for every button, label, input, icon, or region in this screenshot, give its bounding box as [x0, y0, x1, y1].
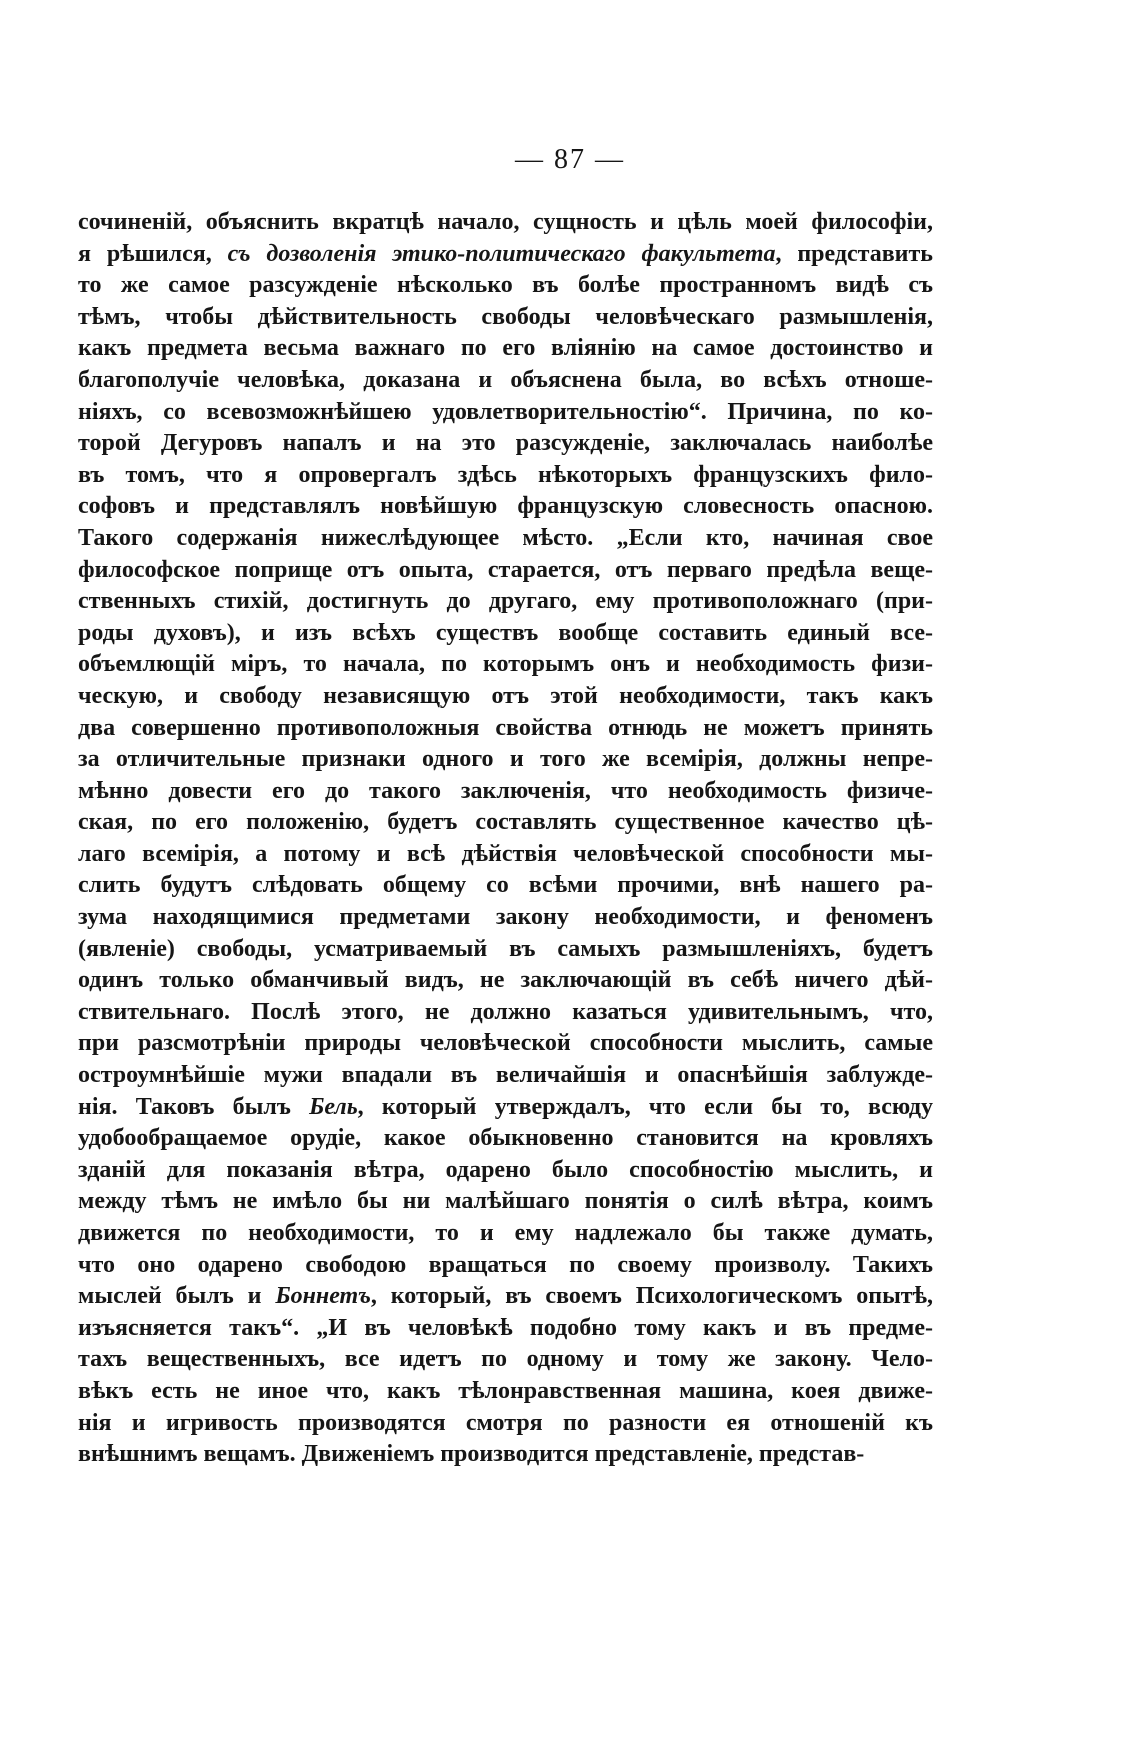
text-segment: философское поприще отъ опыта, старается, отъ перваго предѣла веще- [78, 556, 933, 583]
text-line [78, 207, 933, 239]
text-line [78, 1218, 933, 1250]
text-segment: тѣмъ, чтобы дѣйствительность свободы человѣческаго размышленія, [78, 303, 933, 330]
text-segment: между тѣмъ не имѣло бы ни малѣйшаго понятія о силѣ вѣтра, коимъ [78, 1188, 933, 1215]
text-line [78, 1313, 933, 1345]
text-line [78, 491, 933, 523]
text-segment: софовъ и представлялъ новѣйшую французскую словесность опасною. [78, 493, 933, 520]
text-segment: ская, по его положенію, будетъ составлять существенное качество цѣ- [78, 809, 933, 836]
text-segment: мѣнно довести его до такого заключенія, что необходимость физиче- [78, 777, 933, 804]
text-line [78, 1155, 933, 1187]
text-segment: я рѣшился, [78, 240, 228, 267]
text-segment: движется по необходимости, то и ему надлежало бы также думать, [78, 1220, 933, 1246]
text-segment: зданій для показанія вѣтра, одарено было способностію мыслить, и [78, 1156, 933, 1183]
text-segment: внѣшнимъ вещамъ. Движеніемъ производится представленіе, представ- [78, 1441, 865, 1468]
text-segment: (явленіе) свободы, усматриваемый въ самыхъ размышленіяхъ, будетъ [78, 935, 933, 962]
text-line [78, 239, 933, 271]
text-line [78, 713, 933, 745]
text-segment: нія и игривость производятся смотря по разности ея отношеній къ [78, 1409, 933, 1436]
text-segment: въ томъ, что я опровергалъ здѣсь нѣкоторыхъ французскихъ фило- [78, 461, 933, 488]
text-segment: ніяхъ, со всевозможнѣйшею удовлетворительностію“. Причина, по ко- [78, 398, 933, 425]
page-number: — 87 — [515, 144, 625, 175]
text-line [78, 1344, 933, 1376]
text-line [78, 618, 933, 650]
text-segment: при разсмотрѣніи природы человѣческой способности мыслить, самые [78, 1030, 933, 1057]
text-segment: объемлющій міръ, то начала, по которымъ онъ и необходимость физи- [78, 651, 933, 678]
text-line [78, 460, 933, 492]
text-segment: удобообращаемое орудіе, какое обыкновенно становится на кровляхъ [78, 1125, 933, 1152]
text-segment: вѣкъ есть не иное что, какъ тѣлонравственная машина, коея движе- [78, 1377, 933, 1404]
text-segment: , который, въ своемъ Психологическомъ опытѣ, [370, 1283, 933, 1310]
text-line [78, 776, 933, 808]
text-segment: ческую, и свободу независящую отъ этой необходимости, такъ какъ [78, 682, 933, 709]
text-line [78, 965, 933, 997]
text-line [78, 681, 933, 713]
text-line [78, 934, 933, 966]
text-segment: то же самое разсужденіе нѣсколько въ болѣе пространномъ видѣ съ [78, 272, 933, 299]
text-segment: зума находящимися предметами закону необходимости, и феноменъ [78, 904, 933, 931]
text-line [78, 649, 933, 681]
text-line [78, 744, 933, 776]
text-segment: , представить [775, 240, 933, 267]
text-line [78, 1060, 933, 1092]
text-line [78, 270, 933, 302]
text-line [78, 807, 933, 839]
text-line [78, 333, 933, 365]
text-line [78, 1186, 933, 1218]
text-segment: торой Дегуровъ напалъ и на это разсужденіе, заключалась наиболѣе [78, 430, 933, 457]
text-line [78, 365, 933, 397]
text-segment: остроумнѣйшіе мужи впадали въ величайшія и опаснѣйшія заблужде- [78, 1062, 933, 1089]
text-segment: за отличительные признаки одного и того же всемірія, должны непре- [78, 746, 933, 773]
text-segment: какъ предмета весьма важнаго по его вліянію на самое достоинство и [78, 335, 933, 362]
text-segment: роды духовъ), и изъ всѣхъ существъ вообще составить единый все- [78, 619, 933, 646]
text-line [78, 1028, 933, 1060]
text-segment: что оно одарено свободою вращаться по своему произволу. Такихъ [78, 1251, 933, 1278]
body-text [78, 207, 933, 1471]
text-line [78, 839, 933, 871]
text-segment: лаго всемірія, а потому и всѣ дѣйствія человѣческой способности мы- [78, 840, 933, 867]
text-segment: нія. Таковъ былъ [78, 1093, 310, 1120]
italic-phrase: Боннетъ [275, 1283, 371, 1310]
text-line [78, 397, 933, 429]
text-line [78, 902, 933, 934]
text-segment: тахъ вещественныхъ, все идетъ по одному и тому же закону. Чело- [78, 1346, 933, 1373]
text-line [78, 302, 933, 334]
text-line [78, 523, 933, 555]
text-line [78, 586, 933, 618]
text-line [78, 997, 933, 1029]
text-line [78, 1439, 933, 1471]
text-segment: мыслей былъ и [78, 1283, 276, 1310]
text-line [78, 1408, 933, 1440]
text-segment: ственныхъ стихій, достигнуть до другаго, ему противоположнаго (при- [78, 588, 933, 615]
text-segment: изъясняется такъ“. „И въ человѣкѣ подобно тому какъ и въ предме- [78, 1314, 933, 1341]
text-segment: благополучіе человѣка, доказана и объяснена была, во всѣхъ отноше- [78, 366, 933, 393]
text-segment: , который утверждалъ, что если бы то, всюду [357, 1093, 933, 1120]
text-segment: сочиненій, объяснить вкратцѣ начало, сущность и цѣль моей философіи, [78, 209, 933, 235]
text-line [78, 870, 933, 902]
text-segment: ствительнаго. Послѣ этого, не должно казаться удивительнымъ, что, [78, 998, 933, 1025]
text-line [78, 1123, 933, 1155]
text-line [78, 1250, 933, 1282]
text-line [78, 1281, 933, 1313]
text-line [78, 1376, 933, 1408]
text-line [78, 1092, 933, 1124]
italic-phrase: съ дозволенія этико-политическаго факультета [227, 240, 776, 267]
italic-phrase: Бель [309, 1093, 358, 1120]
text-segment: слить будутъ слѣдовать общему со всѣми прочими, внѣ нашего ра- [78, 872, 933, 899]
text-line [78, 555, 933, 587]
text-segment: Такого содержанія нижеслѣдующее мѣсто. „Если кто, начиная свое [78, 524, 933, 551]
text-line [78, 428, 933, 460]
text-segment: одинъ только обманчивый видъ, не заключающій въ себѣ ничего дѣй- [78, 967, 933, 994]
text-segment: два совершенно противоположныя свойства отнюдь не можетъ принять [78, 714, 933, 741]
